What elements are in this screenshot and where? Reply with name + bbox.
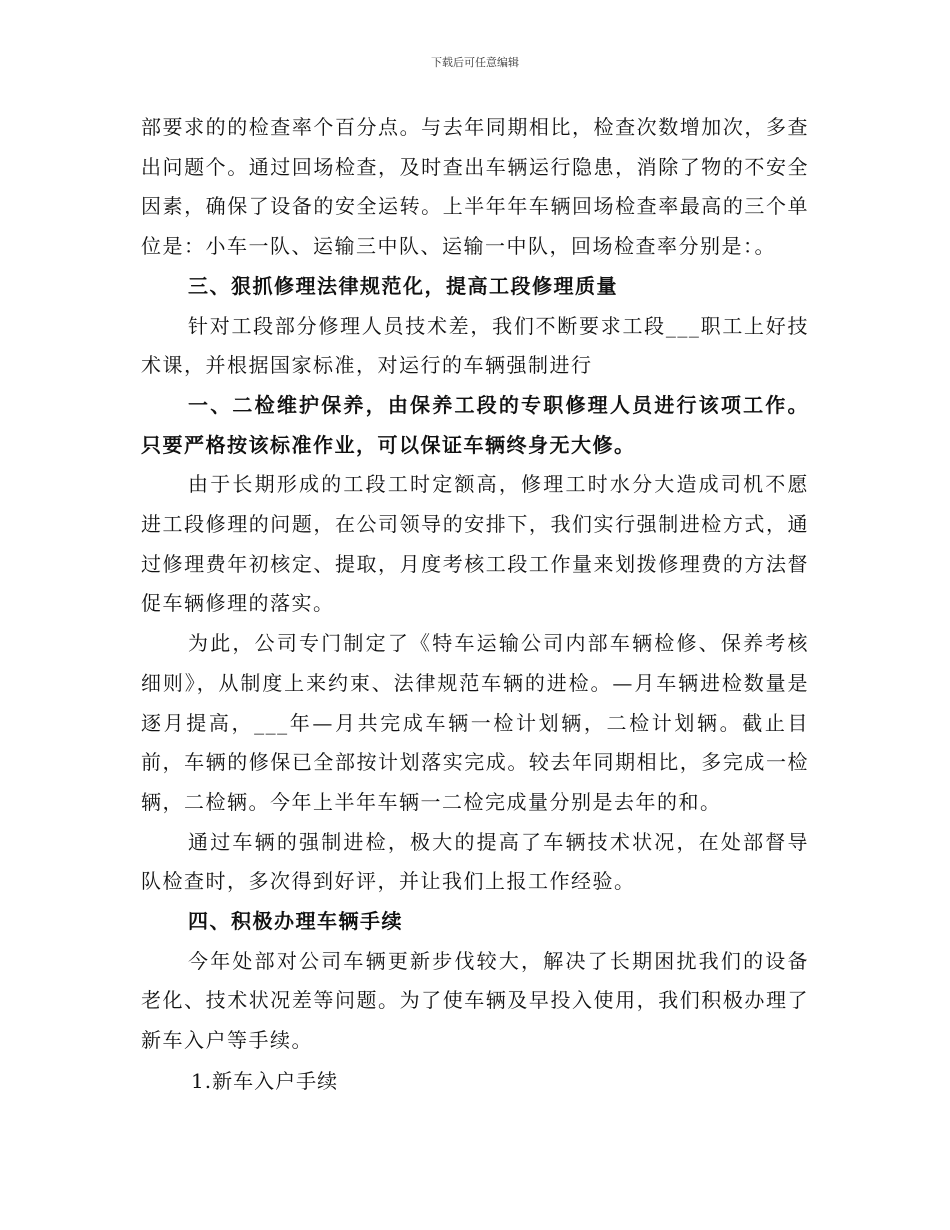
page-header-note: 下载后可任意编辑 bbox=[431, 56, 519, 69]
section-heading: 四、积极办理车辆手续 bbox=[188, 909, 403, 934]
list-item: 1.新车入户手续 bbox=[191, 1068, 339, 1093]
paragraph: 为此，公司专门制定了《特车运输公司内部车辆检修、保养考核细则》，从制度上来约束、法律规范车辆的进检。—月车辆进检数量是逐月提高，___年—月共完成车辆一检计划辆，二检计划辆。截止目前，车辆的修保已全部按计划落实完成。较去年同期相比，多完成一检辆，二检辆。今年上半年车辆一二检完成量分别是去年的和。 bbox=[141, 631, 809, 814]
document-body bbox=[141, 108, 809, 1101]
paragraph: 通过车辆的强制进检，极大的提高了车辆技术状况，在处部督导队检查时，多次得到好评，并让我们上报工作经验。 bbox=[141, 829, 809, 894]
bold-paragraph: 一、二检维护保养，由保养工段的专职修理人员进行该项工作。只要严格按该标准作业，可以保证车辆终身无大修。 bbox=[141, 392, 809, 457]
paragraph: 针对工段部分修理人员技术差，我们不断要求工段___职工上好技术课，并根据国家标准，对运行的车辆强制进行 bbox=[141, 313, 809, 378]
paragraph: 部要求的的检查率个百分点。与去年同期相比，检查次数增加次，多查出问题个。通过回场检查，及时查出车辆运行隐患，消除了物的不安全因素，确保了设备的安全运转。上半年年车辆回场检查率最高的三个单位是：小车一队、运输三中队、运输一中队，回场检查率分别是：。 bbox=[141, 115, 809, 259]
paragraph: 由于长期形成的工段工时定额高，修理工时水分大造成司机不愿进工段修理的问题，在公司领导的安排下，我们实行强制进检方式，通过修理费年初核定、提取，月度考核工段工作量来划拨修理费的方法督促车辆修理的落实。 bbox=[141, 472, 809, 616]
section-heading: 三、狠抓修理法律规范化，提高工段修理质量 bbox=[188, 273, 618, 298]
paragraph: 今年处部对公司车辆更新步伐较大，解决了长期困扰我们的设备老化、技术状况差等问题。为了使车辆及早投入使用，我们积极办理了新车入户等手续。 bbox=[141, 948, 809, 1053]
